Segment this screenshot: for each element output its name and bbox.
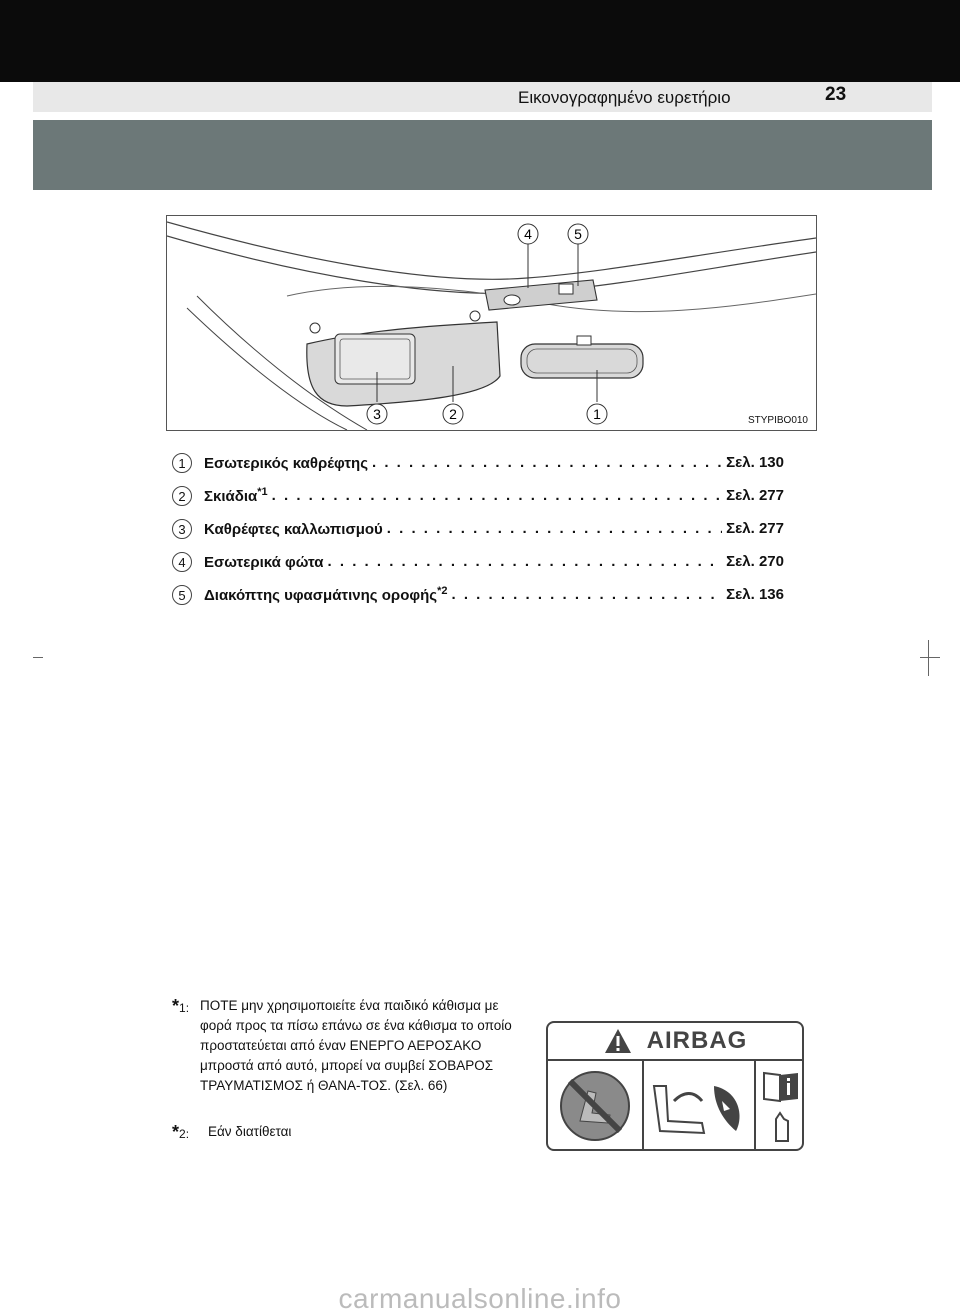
footnote-2 (172, 1122, 527, 1144)
footnote-marker: *2: (172, 1122, 190, 1142)
callout-4-label: 4 (524, 226, 532, 242)
child-seat-airbag-deploy-icon (644, 1061, 756, 1151)
legend-item (172, 479, 784, 512)
legend-number: 1 (172, 453, 192, 473)
airbag-warning-label (546, 1021, 804, 1151)
callout-2-label: 2 (449, 406, 457, 422)
crop-mark (33, 657, 43, 658)
leader-dots (387, 520, 722, 537)
top-black-bar (0, 0, 960, 82)
watermark: carmanualsonline.info (338, 1283, 622, 1314)
interior-drawing (167, 216, 816, 430)
page-reference[interactable]: Σελ. 130 (726, 454, 784, 471)
page-number: 23 (825, 84, 847, 105)
legend-item (172, 512, 784, 545)
page-reference[interactable]: Σελ. 277 (726, 487, 784, 504)
airbag-pictograms (548, 1061, 802, 1151)
crop-mark (928, 640, 929, 676)
legend-item (172, 545, 784, 578)
legend-number: 2 (172, 486, 192, 506)
airbag-word: AIRBAG (646, 1027, 748, 1054)
page-reference[interactable]: Σελ. 136 (726, 586, 784, 603)
leader-dots (372, 454, 722, 471)
legend-number: 3 (172, 519, 192, 539)
image-code: STYPIBO010 (747, 415, 808, 426)
legend-label: Σκιάδια$^{*1}$ (204, 486, 268, 505)
leader-dots (451, 586, 722, 603)
callout-3-label: 3 (373, 406, 381, 422)
footnote-text: ΠΟΤΕ μην χρησιμοποιείτε ένα παιδικό κάθισμα με φορά προς τα πίσω επάνω σε ένα κάθισμα το οποίο προστατεύεται από έναν ΕΝΕΡΓΟ ΑΕΡΟΣΑΚΟ μπροστά από αυτό, μπορεί να συμβεί ΣΟΒΑΡΟΣ ΤΡΑΥΜΑΤΙΣΜΟΣ ή ΘΑΝΑ-ΤΟΣ. (Σελ. 66) (200, 998, 512, 1093)
crop-mark (920, 657, 940, 658)
page-reference[interactable]: Σελ. 270 (726, 553, 784, 570)
section-title: Εικονογραφημένο ευρετήριο (518, 88, 731, 107)
legend-list (172, 446, 784, 611)
read-manual-icon (756, 1061, 804, 1151)
page-reference[interactable]: Σελ. 277 (726, 520, 784, 537)
leader-dots (272, 487, 723, 504)
legend-label: Εσωτερικά φώτα (204, 554, 324, 571)
callout-1-label: 1 (593, 406, 601, 422)
legend-number: 5 (172, 585, 192, 605)
footnote-marker: *1: (172, 996, 190, 1016)
legend-number: 4 (172, 552, 192, 572)
warning-triangle-icon (603, 1027, 633, 1055)
airbag-label-header (548, 1023, 802, 1061)
leader-dots (328, 553, 723, 570)
footnote-1 (172, 996, 527, 1096)
section-band (33, 120, 932, 190)
legend-label: Καθρέφτες καλλωπισμού (204, 521, 383, 538)
footnote-text: Εάν διατίθεται (208, 1124, 292, 1139)
header-strip (33, 82, 932, 112)
legend-label: Διακόπτης υφασμάτινης οροφής$^{*2}$ (204, 585, 448, 604)
no-rear-facing-child-seat-icon (548, 1061, 644, 1151)
legend-item (172, 578, 784, 611)
legend-label: Εσωτερικός καθρέφτης (204, 455, 368, 472)
footnotes (172, 996, 527, 1144)
legend-item (172, 446, 784, 479)
callout-5-label: 5 (574, 226, 582, 242)
interior-illustration (166, 215, 817, 431)
